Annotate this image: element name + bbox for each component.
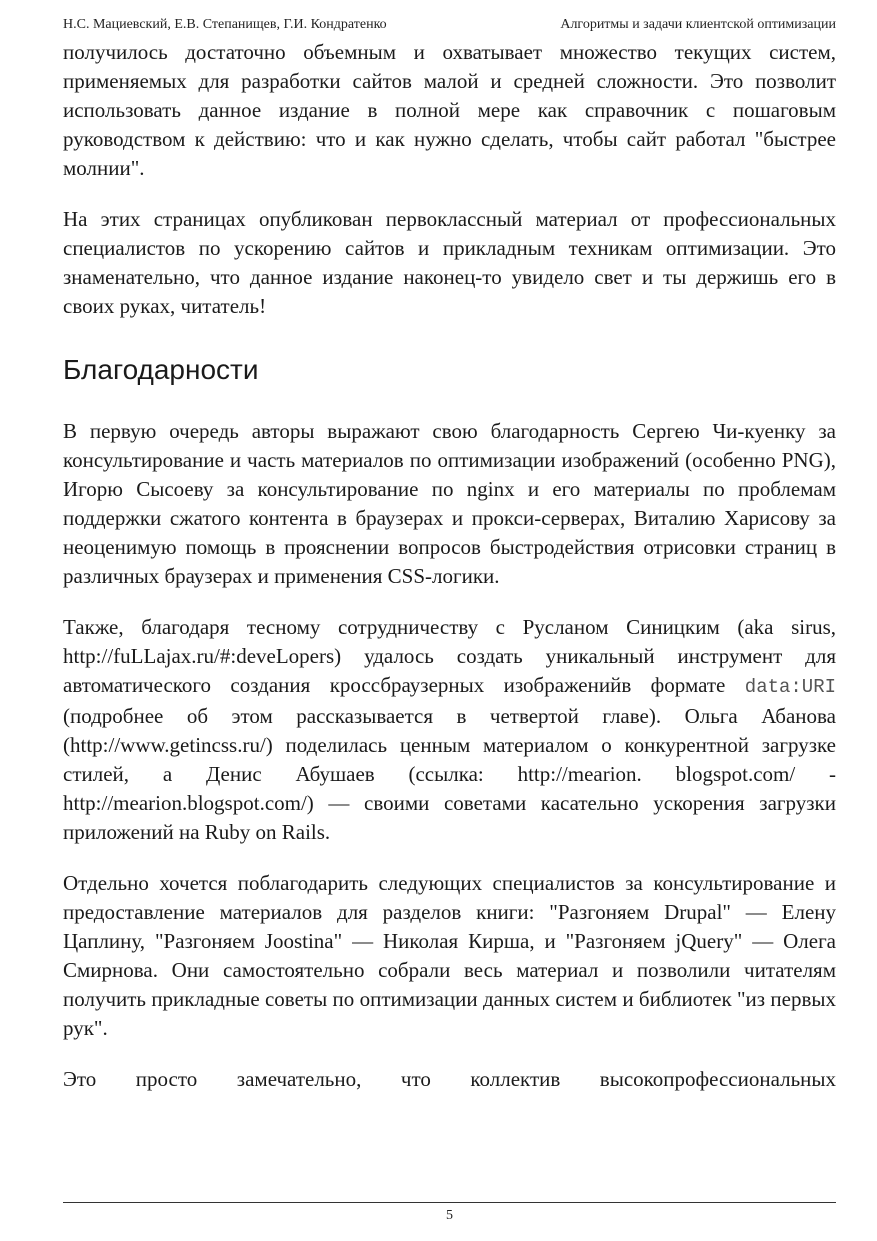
- page-content: [63, 38, 836, 1116]
- paragraph-thanks-3: Отдельно хочется поблагодарить следующих специалистов за консультирование и предоставление материалов для разделов книги: "Разгоняем Drupal" — Елену Цаплину, "Разгоняем Joostina" — Николая Кирша, и "Разгоняем jQuery" — Олега Смирнова. Они самостоятельно собрали весь материал и позволили читателям получить прикладные советы по оптимизации данных систем и библиотек "из первых рук".: [63, 871, 836, 1040]
- running-header: [63, 16, 836, 34]
- paragraph-intro-continued: получилось достаточно объемным и охватывает множество текущих систем, применяемых для разработки сайтов малой и средней сложности. Это позволит использовать данное издание в полной мере как справочник с пошаговым руководством к действию: что и как нужно сделать, чтобы сайт работал "быстрее молнии".: [63, 40, 836, 180]
- paragraph-material: На этих страницах опубликован первоклассный материал от профессиональных специалистов по ускорению сайтов и прикладным техникам оптимизации. Это знаменательно, что данное издание наконец-то увидело свет и ты держишь его в своих руках, читатель!: [63, 207, 836, 318]
- inline-code-data-uri: data:URI: [744, 676, 837, 698]
- header-book-title: Алгоритмы и задачи клиентской оптимизации: [560, 17, 836, 32]
- paragraph-thanks-1: В первую очередь авторы выражают свою благодарность Сергею Чи-куенку за консультирование и часть материалов по оптимизации изображений (особенно PNG), Игорю Сысоеву за консультирование по nginx и его материалы по проблемам поддержки сжатого контента в браузерах и прокси-серверах, Виталию Харисову за неоценимую помощь в прояснении вопросов быстродействия отрисовки страниц в различных браузерах и применения CSS-логики.: [63, 419, 836, 588]
- section-heading-acknowledgements: Благодарности: [63, 354, 259, 385]
- paragraph-thanks-2: [63, 613, 836, 847]
- paragraph-thanks-2-lead: Также, благодаря тесному сотрудничеству с Русланом Синицким (aka sirus, http://fuLLajax.ru/#:deveLopers) удалось создать уникальный инструмент для автоматического создания кроссбраузерных изображенийв формате: [63, 615, 836, 697]
- page-number: 5: [446, 1208, 453, 1223]
- paragraph-continues: Это просто замечательно, что коллектив высокопрофессиональных: [63, 1067, 836, 1091]
- paragraph-thanks-2-tail: (подробнее об этом рассказывается в четвертой главе). Ольга Абанова (http://www.getincss.ru/) поделилась ценным материалом о конкурентной загрузке стилей, а Денис Абушаев (ссылка: http://mearion. blogspot.com/ - http://mearion.blogspot.com/) — своими советами касательно ускорения загрузки приложений на Ruby on Rails.: [63, 704, 836, 844]
- header-authors: Н.С. Мациевский, Е.В. Степанищев, Г.И. Кондратенко: [63, 17, 387, 32]
- footer-divider: [63, 1202, 836, 1203]
